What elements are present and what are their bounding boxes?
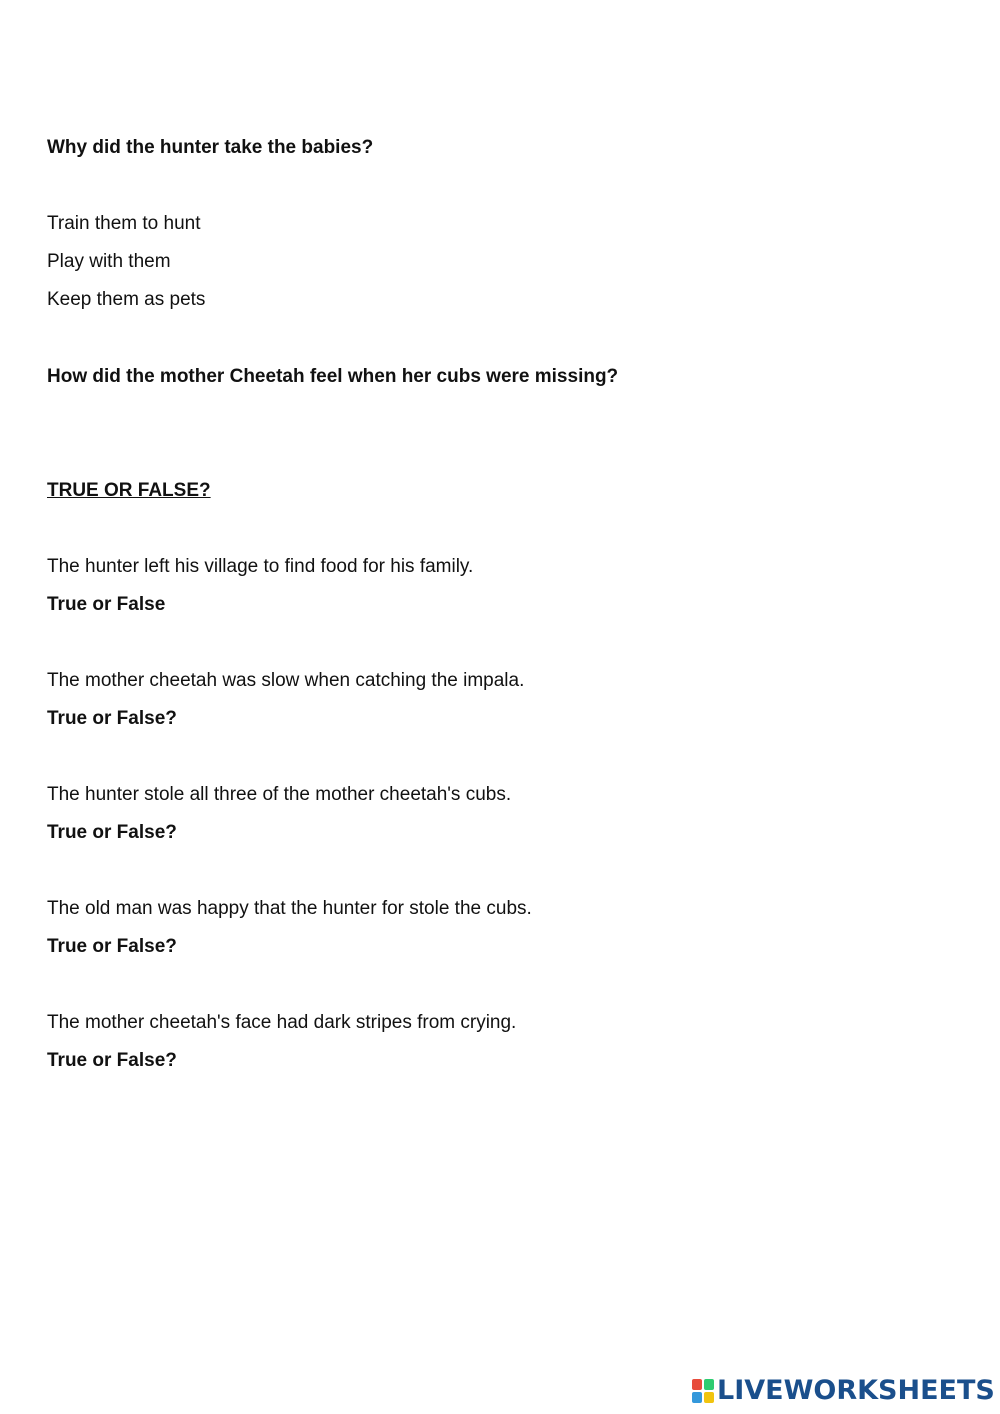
question-1-option-2[interactable]: Play with them xyxy=(47,251,171,272)
question-1-option-3[interactable]: Keep them as pets xyxy=(47,289,206,310)
logo-square-blue xyxy=(692,1392,702,1403)
tf-statement-3: The hunter stole all three of the mother cheetah's cubs. xyxy=(47,784,512,805)
logo-square-yellow xyxy=(704,1392,714,1403)
question-1-option-1[interactable]: Train them to hunt xyxy=(47,213,201,234)
tf-answer-4[interactable]: True or False? xyxy=(47,936,177,957)
logo-square-green xyxy=(704,1379,714,1390)
question-1-prompt: Why did the hunter take the babies? xyxy=(47,137,374,158)
tf-statement-4: The old man was happy that the hunter for stole the cubs. xyxy=(47,898,532,919)
true-false-heading: TRUE OR FALSE? xyxy=(47,480,211,501)
tf-answer-1[interactable]: True or False xyxy=(47,594,166,615)
liveworksheets-logo-icon xyxy=(692,1379,714,1403)
tf-statement-1: The hunter left his village to find food for his family. xyxy=(47,556,474,577)
tf-answer-3[interactable]: True or False? xyxy=(47,822,177,843)
tf-statement-2: The mother cheetah was slow when catching the impala. xyxy=(47,670,525,691)
liveworksheets-brand xyxy=(692,1376,995,1406)
brand-wordmark: LIVEWORKSHEETS xyxy=(717,1375,995,1406)
logo-square-red xyxy=(692,1379,702,1390)
tf-answer-2[interactable]: True or False? xyxy=(47,708,177,729)
question-2-prompt: How did the mother Cheetah feel when her cubs were missing? xyxy=(47,366,619,387)
tf-statement-5: The mother cheetah's face had dark stripes from crying. xyxy=(47,1012,517,1033)
tf-answer-5[interactable]: True or False? xyxy=(47,1050,177,1071)
